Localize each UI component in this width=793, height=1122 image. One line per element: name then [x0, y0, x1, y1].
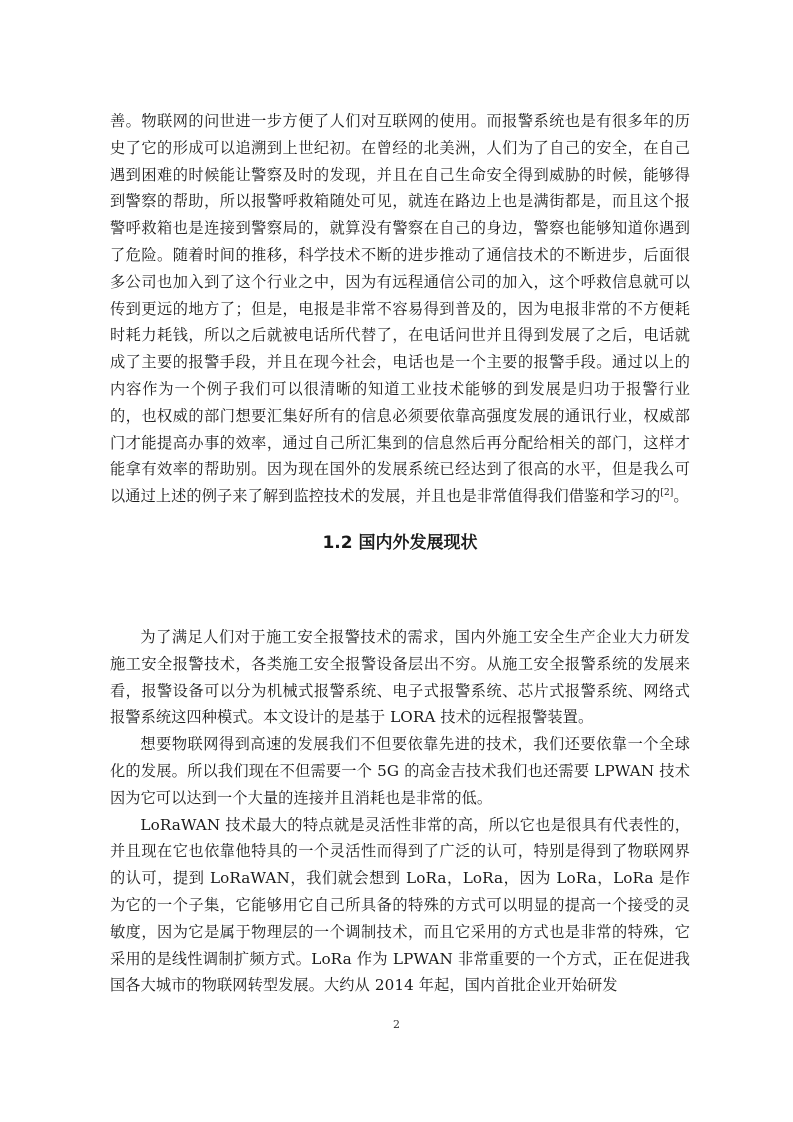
intro-paragraph: [110, 108, 690, 510]
section-paragraph-2: 想要物联网得到高速的发展我们不但要依靠先进的技术，我们还要依靠一个全球化的发展。所以我们现在不但需要一个 5G 的高金吉技术我们也还需要 LPWAN 技术因为它可以达到一个大量的连接并且消耗也是非常的低。: [110, 735, 690, 807]
intro-paragraph-end: 。: [673, 487, 689, 506]
document-page: [110, 108, 690, 999]
intro-paragraph-text: 善。物联网的问世进一步方便了人们对互联网的使用。而报警系统也是有很多年的历史了它的形成可以追溯到上世纪初。在曾经的北美洲，人们为了自己的安全，在自己遇到困难的时候能让警察及时的发现，并且在自己生命安全得到威胁的时候，能够得到警察的帮助，所以报警呼救箱随处可见，就连在路边上也是满街都是，而且这个报警呼救箱也是连接到警察局的，就算没有警察在自己的身边，警察也能够知道你遇到了危险。随着时间的推移，科学技术不断的进步推动了通信技术的不断进步，后面很多公司也加入到了这个行业之中，因为有远程通信公司的加入，这个呼救信息就可以传到更远的地方了；但是，电报是非常不容易得到普及的，因为电报非常的不方便耗时耗力耗钱，所以之后就被电话所代替了，在电话问世并且得到发展了之后，电话就成了主要的报警手段，并且在现今社会，电话也是一个主要的报警手段。通过以上的内容作为一个例子我们可以很清晰的知道工业技术能够的到发展是归功于报警行业的，也权威的部门想要汇集好所有的信息必须要依靠高强度发展的通讯行业，权威部门才能提高办事的效率，通过自己所汇集到的信息然后再分配给相关的部门，这样才能拿有效率的帮助别。因为现在国外的发展系统已经达到了很高的水平，但是我么可以通过上述的例子来了解到监控技术的发展，并且也是非常值得我们借鉴和学习的: [110, 112, 690, 506]
section-paragraph-3: LoRaWAN 技术最大的特点就是灵活性非常的高，所以它也是很具有代表性的，并且现在它也依靠他特具的一个灵活性而得到了广泛的认可，特别是得到了物联网界的认可，提到 LoRaWAN，我们就会想到 LoRa，LoRa，因为 LoRa，LoRa 是作为它的一个子集，它能够用它自己所具备的特殊的方式可以明显的提高一个接受的灵敏度，因为它是属于物理层的一个调制技术，而且它采用的方式也是非常的特殊，它采用的是线性调制扩频方式。LoRa 作为 LPWAN 非常重要的一个方式，正在促进我国各大城市的物联网转型发展。大约从 2014 年起，国内首批企业开始研发: [110, 815, 690, 995]
section-body: [110, 624, 690, 999]
citation-marker: [2]: [660, 488, 674, 499]
page-number: 2: [393, 1018, 400, 1031]
section-heading: 1.2 国内外发展现状: [322, 532, 478, 553]
section-paragraph-1: 为了满足人们对于施工安全报警技术的需求，国内外施工安全生产企业大力研发施工安全报警技术，各类施工安全报警设备层出不穷。从施工安全报警系统的发展来看，报警设备可以分为机械式报警系统、电子式报警系统、芯片式报警系统、网络式报警系统这四种模式。本文设计的是基于 LORA 技术的远程报警装置。: [110, 627, 690, 727]
